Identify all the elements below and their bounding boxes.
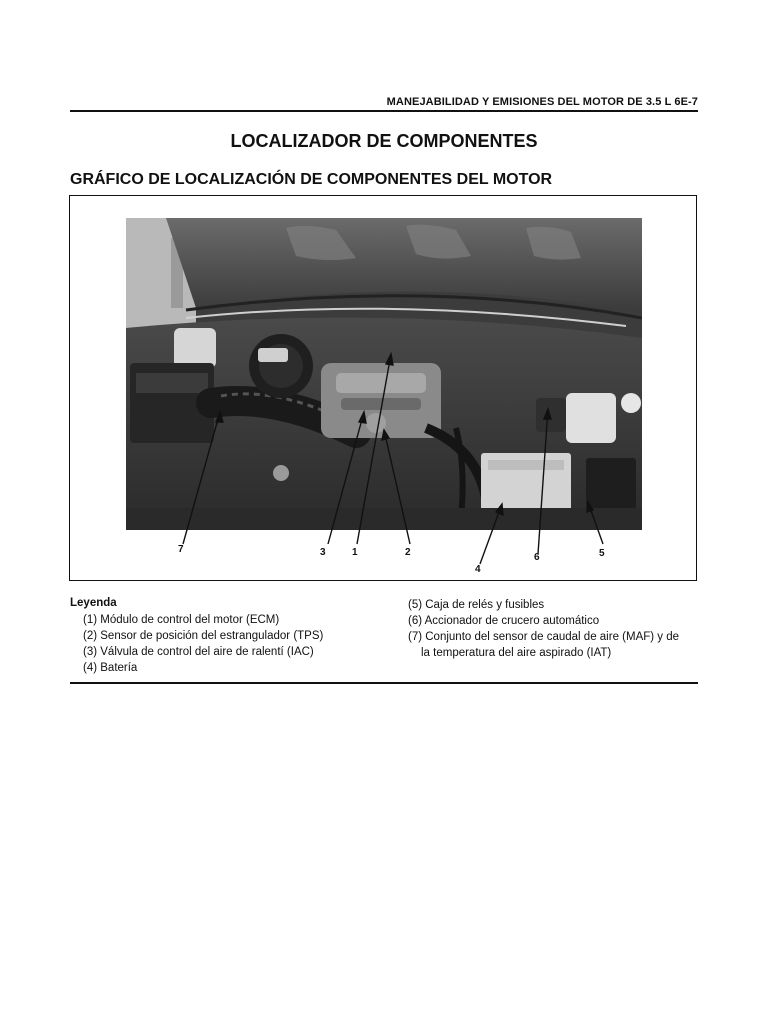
header-rule <box>70 110 698 112</box>
legend-item: (5) Caja de relés y fusibles <box>408 599 545 611</box>
legend-item: (7) Conjunto del sensor de caudal de aire (MAF) y de <box>408 631 680 643</box>
legend-item: (2) Sensor de posición del estrangulador (TPS) <box>83 630 324 642</box>
callout-1: 1 <box>352 547 358 558</box>
legend-right-column <box>408 597 679 661</box>
legend-left-column <box>83 612 323 676</box>
callout-6: 6 <box>534 552 540 563</box>
legend-item: (6) Accionador de crucero automático <box>408 615 600 627</box>
legend-item-continuation: la temperatura del aire aspirado (IAT) <box>421 647 612 659</box>
callout-3: 3 <box>320 547 326 558</box>
legend-item: (3) Válvula de control del aire de ralentí (IAC) <box>83 646 314 658</box>
section-subtitle: GRÁFICO DE LOCALIZACIÓN DE COMPONENTES DEL MOTOR <box>70 171 553 188</box>
callout-5: 5 <box>599 548 605 559</box>
figure-frame <box>69 195 697 581</box>
legend-item: (4) Batería <box>83 662 138 674</box>
callout-7: 7 <box>178 544 184 555</box>
legend-heading: Leyenda <box>70 597 117 609</box>
callout-2: 2 <box>405 547 411 558</box>
callout-leaders <box>70 196 698 582</box>
bottom-rule <box>70 682 698 684</box>
page-title: LOCALIZADOR DE COMPONENTES <box>230 131 538 151</box>
legend-item: (1) Módulo de control del motor (ECM) <box>83 614 280 626</box>
running-header: MANEJABILIDAD Y EMISIONES DEL MOTOR DE 3.5 L 6E-7 <box>386 96 698 108</box>
callout-4: 4 <box>475 564 481 575</box>
